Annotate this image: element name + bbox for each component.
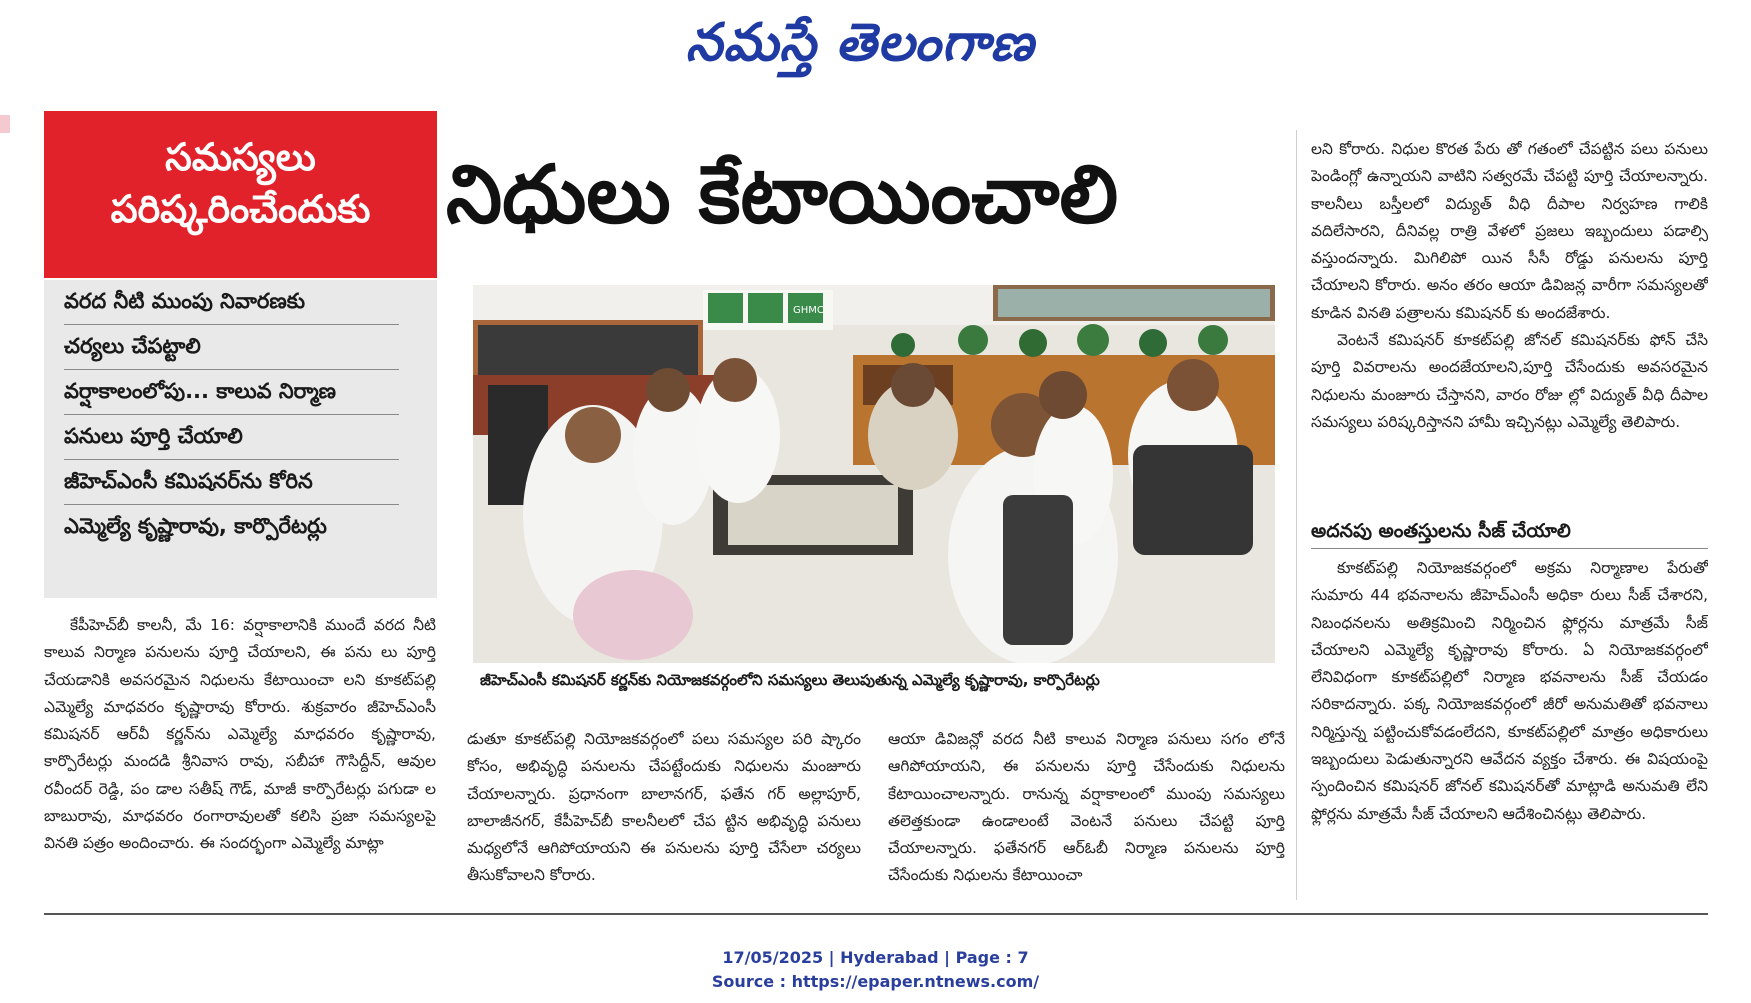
deck-line: ఎమ్మెల్యే కృష్ణారావు, కార్పొరేటర్లు bbox=[64, 514, 327, 538]
headline: నిధులు కేటాయించాలి bbox=[446, 148, 1119, 241]
article-column-4-top bbox=[1311, 136, 1708, 502]
footer-date-line: 17/05/2025 | Hyderabad | Page : 7 bbox=[722, 948, 1029, 967]
page-edge-mark bbox=[0, 115, 10, 133]
newspaper-masthead: నమస్తే తెలంగాణ bbox=[685, 12, 1035, 73]
article-column-2 bbox=[467, 726, 861, 906]
kicker-line-2: పరిష్కరించేందుకు bbox=[110, 187, 371, 231]
footer-source-line: Source : https://epaper.ntnews.com/ bbox=[711, 972, 1040, 991]
news-photo bbox=[473, 285, 1275, 663]
kicker-box bbox=[44, 111, 437, 278]
article-column-1 bbox=[44, 612, 436, 902]
deck-line: వర్షాకాలంలోపు... కాలువ నిర్మాణ bbox=[64, 370, 399, 415]
photo-sign-text: GHMC bbox=[793, 305, 824, 316]
article-paragraph: వెంటనే కమిషనర్ కూకట్‌పల్లి జోనల్ కమిషనర్‌కు ఫోన్ చేసి పూర్తి వివరాలను అందజేయాలని,పూర్తి చేసేందుకు అవసరమైన నిధులను మంజూరు చేస్తానని, వారం రోజు ల్లో విద్యుత్ వీధి దీపాల సమస్యలు పరిష్కరిస్తానని హామీ ఇచ్చినట్లు ఎమ్మెల్యే తెలిపారు. bbox=[1311, 331, 1708, 431]
article-paragraph: ఆయా డివిజన్లో వరద నీటి కాలువ నిర్మాణ పనులు సగం లోనే ఆగిపోయాయని, ఈ పనులను పూర్తి చేసేందుకు నిధులను కేటాయించాలన్నారు. రానున్న వర్షాకాలంలో ముంపు సమస్యలు తలెత్తకుండా ఉండాలంటే వెంటనే పనులు చేపట్టి పూర్తి చేయాలన్నారు. ఫతేనగర్ ఆర్‌ఓబీ నిర్మాణ పనులను పూర్తి చేసేందుకు నిధులను కేటాయించా bbox=[888, 730, 1285, 885]
article-paragraph: డుతూ కూకట్‌పల్లి నియోజకవర్గంలో పలు సమస్యల పరి ష్కారం కోసం, అభివృద్ధి పనులను చేపట్టేందుకు నిధులను మంజూరు చేయాలన్నారు. ప్రధానంగా బాలానగర్, ఫతేన గర్ అల్లాపూర్, బాలాజీనగర్, కేపీహెచ్‌బీ కాలనీలలో చేప ట్టిన అభివృద్ధి పనులు మధ్యలోనే ఆగిపోయాయని ఈ పనులను పూర్తి చేసేలా చర్యలు తీసుకోవాలని కోరారు. bbox=[467, 730, 861, 885]
article-column-4-bottom bbox=[1311, 555, 1708, 895]
article-paragraph: కూకట్‌పల్లి నియోజకవర్గంలో అక్రమ నిర్మాణాల పేరుతో సుమారు 44 భవనాలను జీహెచ్ఎంసీ అధికా రులు సీజ్ చేశారని, నిబంధనలను అతిక్రమించి నిర్మించిన ఫ్లోర్లను మాత్రమే సీజ్ చేయాలని ఎమ్మెల్యే కృష్ణారావు కోరారు. ఏ నియోజకవర్గంలో లేనివిధంగా కూకట్‌పల్లిలో నిర్మాణ భవనాలను సీజ్ చేయడం సరికాదన్నారు. పక్క నియోజకవర్గంలో జీరో అనుమతితో భవనాలు నిర్మిస్తున్న పట్టించుకోవడంలేదని, కూకట్‌పల్లిలో మాత్రం అధికారులు ఇబ్బందులు పెడుతున్నారని ఆవేదన వ్యక్తం చేశారు. ఈ విషయంపై స్పందించిన కమిషనర్ జోనల్ కమిషనర్‌తో మాట్లాడి అనుమతి లేని ఫ్లోర్లను మాత్రమే సీజ్ చేయాలని ఆదేశించినట్లు తెలిపారు. bbox=[1311, 559, 1708, 823]
meeting-photo bbox=[473, 285, 1275, 663]
deck-line: పనులు పూర్తి చేయాలి bbox=[64, 415, 399, 460]
article-paragraph: కేపీహెచ్‌బీ కాలనీ, మే 16: వర్షాకాలానికి ముందే వరద నీటి కాలువ నిర్మాణ పనులను పూర్తి చేయాలని, ఈ పను లు పూర్తి చేయడానికి అవసరమైన నిధులను కేటాయించా లని కూకట్‌పల్లి ఎమ్మెల్యే మాధవరం కృష్ణారావు కోరారు. శుక్రవారం జీహెచ్ఎంసీ కమిషనర్ ఆర్‌వీ కర్ణన్‌ను ఎమ్మెల్యే మాధవరం కృష్ణారావు, కార్పొరేటర్లు మందడి శ్రీనివాస రావు, సబీహా గౌసిద్దీన్, ఆవుల రవీందర్ రెడ్డి, పం డాల సతీష్ గౌడ్, మాజీ కార్పొరేటర్లు పగుడా ల బాబురావు, మాధవరం రంగారావులతో కలిసి ప్రజా సమస్యలపై వినతి పత్రం అందించారు. ఈ సందర్భంగా ఎమ్మెల్యే మాట్లా bbox=[44, 616, 436, 853]
deck-line: వరద నీటి ముంపు నివారణకు bbox=[64, 280, 399, 325]
article-column-3 bbox=[888, 726, 1285, 906]
column-divider bbox=[1296, 130, 1297, 900]
page-footer bbox=[0, 946, 1751, 994]
deck-line: చర్యలు చేపట్టాలి bbox=[64, 325, 399, 370]
deck-box bbox=[44, 280, 437, 598]
article-subheading: అదనపు అంతస్తులను సీజ్ చేయాలి bbox=[1311, 514, 1708, 549]
deck-line: జీహెచ్ఎంసీ కమిషనర్‌ను కోరిన bbox=[64, 460, 399, 505]
photo-caption: జీహెచ్ఎంసీ కమిషనర్ కర్ణన్‌కు నియోజకవర్గంలోని సమస్యలు తెలుపుతున్న ఎమ్మెల్యే కృష్ణారావు, కార్పొరేటర్లు bbox=[480, 671, 1100, 689]
kicker-line-1: సమస్యలు bbox=[165, 135, 316, 179]
article-paragraph: లని కోరారు. నిధుల కొరత పేరు తో గతంలో చేపట్టిన పలు పనులు పెండింగ్లో ఉన్నాయని వాటిని సత్వరమే చేపట్టి పూర్తి చేయాలన్నారు. కాలనీలు బస్తీలలో విద్యుత్ వీధి దీపాల నిర్వహణ గాలికి వదిలేసారని, దీనివల్ల రాత్రి వేళలో ప్రజలు ఇబ్బందులు పడాల్సి వస్తుందన్నారు. మిగిలిపో యిన సీసీ రోడ్డు పనులను పూర్తి చేయాలని కోరారు. అనం తరం ఆయా డివిజన్ల వారీగా సమస్యలతో కూడిన వినతి పత్రాలను కమిషనర్ కు అందజేశారు. bbox=[1311, 140, 1708, 322]
bottom-rule bbox=[44, 913, 1708, 915]
